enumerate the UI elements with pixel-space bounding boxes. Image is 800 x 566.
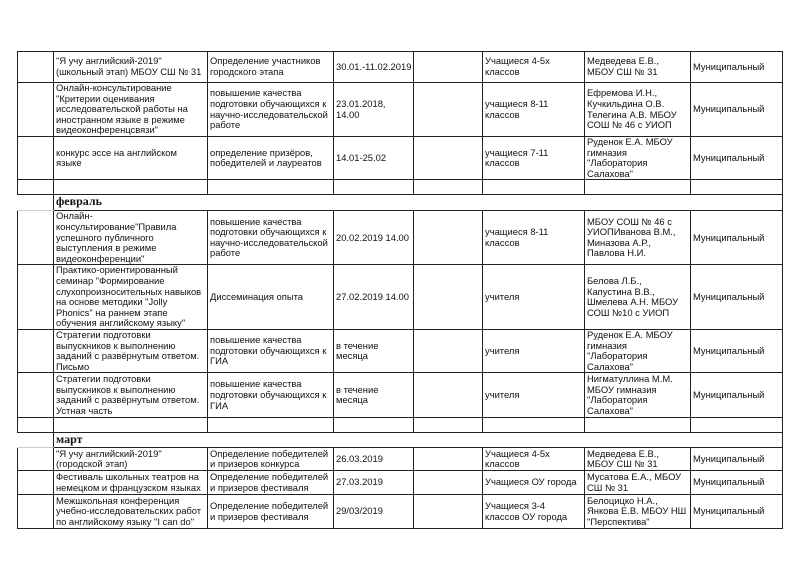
cell-level: Муниципальный <box>691 373 783 418</box>
cell-num <box>18 180 54 195</box>
cell-responsible: Руденок Е.А. МБОУ гимназия "Лаборатория Салахова" <box>585 137 691 180</box>
cell-date: в течение месяца <box>334 329 414 372</box>
cell-date <box>334 418 414 433</box>
cell-level: Муниципальный <box>691 448 783 471</box>
cell-responsible: Медведева Е.В., МБОУ СШ № 31 <box>585 448 691 471</box>
cell-name: Стратегии подготовки выпускников к выполнению заданий с развёрнутым ответом. Письмо <box>54 329 208 372</box>
table-row <box>18 83 783 137</box>
cell-place <box>414 329 483 372</box>
table-row <box>18 448 783 471</box>
cell-place <box>414 52 483 83</box>
cell-name: "Я учу английский-2019" (школьный этап) МБОУ СШ № 31 <box>54 52 208 83</box>
cell-goal <box>208 418 334 433</box>
cell-goal: Определение победителей и призеров конкурса <box>208 448 334 471</box>
cell-level: Муниципальный <box>691 211 783 265</box>
cell-place <box>414 418 483 433</box>
table-row <box>18 329 783 372</box>
cell-name <box>54 418 208 433</box>
cell-name: "Я учу английский-2019" (городской этап) <box>54 448 208 471</box>
cell-num <box>18 448 54 471</box>
cell-responsible: Белова Л.Б., Капустина В.В., Шмелева А.Н. МБОУ СОШ №10 с УИОП <box>585 265 691 330</box>
month-heading-row <box>18 195 783 211</box>
table-row <box>18 211 783 265</box>
cell-num <box>18 418 54 433</box>
cell-participants: учащиеся 8-11 классов <box>483 83 585 137</box>
cell-date: 27.02.2019 14.00 <box>334 265 414 330</box>
cell-participants: Учащиеся 3-4 классов ОУ города <box>483 495 585 529</box>
table-row <box>18 265 783 330</box>
cell-goal: повышение качества подготовки обучающихся к ГИА <box>208 373 334 418</box>
cell-place <box>414 471 483 495</box>
cell-responsible: Медведева Е.В., МБОУ СШ № 31 <box>585 52 691 83</box>
cell-participants: Учащиеся 4-5х классов <box>483 52 585 83</box>
cell-level <box>691 418 783 433</box>
cell-goal: Определение участников городского этапа <box>208 52 334 83</box>
cell-goal: Диссеминация опыта <box>208 265 334 330</box>
cell-name: Стратегии подготовки выпускников к выполнению заданий с развёрнутым ответом. Устная часть <box>54 373 208 418</box>
cell-level: Муниципальный <box>691 83 783 137</box>
cell-participants: Учащиеся ОУ города <box>483 471 585 495</box>
cell-participants: Учащиеся 4-5х классов <box>483 448 585 471</box>
cell-place <box>414 211 483 265</box>
cell-date: в течение месяца <box>334 373 414 418</box>
cell-place <box>414 180 483 195</box>
cell-level: Муниципальный <box>691 137 783 180</box>
cell-goal <box>208 180 334 195</box>
cell-num <box>18 471 54 495</box>
month-heading-row <box>18 433 783 448</box>
cell-responsible: МБОУ СОШ № 46 с УИОПИванова В.М., Миназова А.Р., Павлова Н.И. <box>585 211 691 265</box>
cell-name <box>54 180 208 195</box>
cell-name: конкурс эссе на английском языке <box>54 137 208 180</box>
cell-num <box>18 52 54 83</box>
cell-participants: учителя <box>483 329 585 372</box>
cell-name: Онлайн-консультирование"Правила успешного публичного выступления в режиме видеоконференции" <box>54 211 208 265</box>
cell-goal: повышение качества подготовки обучающихся к ГИА <box>208 329 334 372</box>
cell-goal: Определение победителей и призеров фестиваля <box>208 471 334 495</box>
cell-num <box>18 329 54 372</box>
cell-goal: определение призёров, победителей и лауреатов <box>208 137 334 180</box>
cell-place <box>414 83 483 137</box>
empty-row <box>18 418 783 433</box>
cell-participants <box>483 418 585 433</box>
cell-goal: Определение победителей и призеров фестиваля <box>208 495 334 529</box>
table-cell <box>18 433 54 448</box>
table-row <box>18 137 783 180</box>
cell-num <box>18 265 54 330</box>
table-row <box>18 471 783 495</box>
events-table <box>17 51 783 529</box>
cell-responsible: Нигматуллина М.М. МБОУ гимназия "Лаборатория Салахова" <box>585 373 691 418</box>
table-cell <box>18 195 54 211</box>
cell-date: 26.03.2019 <box>334 448 414 471</box>
cell-date: 29/03/2019 <box>334 495 414 529</box>
cell-date: 27.03.2019 <box>334 471 414 495</box>
cell-responsible: Белоцицко Н.А., Янкова Е.В. МБОУ НШ "Перспектива" <box>585 495 691 529</box>
cell-place <box>414 495 483 529</box>
cell-place <box>414 265 483 330</box>
cell-goal: повышение качества подготовки обучающихся к научно-исследовательской работе <box>208 211 334 265</box>
table-row <box>18 373 783 418</box>
cell-date: 20.02.2019 14.00 <box>334 211 414 265</box>
cell-goal: повышение качества подготовки обучающихся к научно-исследовательской работе <box>208 83 334 137</box>
cell-num <box>18 83 54 137</box>
cell-num <box>18 495 54 529</box>
month-heading: февраль <box>54 195 783 211</box>
cell-responsible <box>585 180 691 195</box>
cell-num <box>18 211 54 265</box>
cell-participants <box>483 180 585 195</box>
cell-date: 14.01-25.02 <box>334 137 414 180</box>
cell-place <box>414 373 483 418</box>
cell-participants: учителя <box>483 373 585 418</box>
table-row <box>18 52 783 83</box>
cell-responsible: Мусатова Е.А., МБОУ СШ № 31 <box>585 471 691 495</box>
cell-num <box>18 137 54 180</box>
month-heading: март <box>54 433 783 448</box>
cell-num <box>18 373 54 418</box>
cell-participants: учителя <box>483 265 585 330</box>
cell-name: Практико-ориентированный семинар "Формирование слухопроизносительных навыков на основе методики "Jolly Phonics" на раннем этапе обучения английскому языку" <box>54 265 208 330</box>
cell-level <box>691 180 783 195</box>
cell-responsible: Руденок Е.А. МБОУ гимназия "Лаборатория Салахова" <box>585 329 691 372</box>
cell-name: Онлайн-консультирование "Критерии оценивания исследовательской работы на иностранном языке в режиме видеоконференцсвязи" <box>54 83 208 137</box>
cell-date: 30.01.-11.02.2019 <box>334 52 414 83</box>
cell-responsible <box>585 418 691 433</box>
cell-place <box>414 448 483 471</box>
cell-level: Муниципальный <box>691 471 783 495</box>
cell-level: Муниципальный <box>691 265 783 330</box>
cell-responsible: Ефремова И.Н., Кучкильдина О.В. Телегина А.В. МБОУ СОШ № 46 с УИОП <box>585 83 691 137</box>
cell-name: Фестиваль школьных театров на немецком и французском языках <box>54 471 208 495</box>
cell-place <box>414 137 483 180</box>
cell-date: 23.01.2018, 14.00 <box>334 83 414 137</box>
cell-level: Муниципальный <box>691 52 783 83</box>
table-row <box>18 495 783 529</box>
cell-participants: учащиеся 7-11 классов <box>483 137 585 180</box>
cell-date <box>334 180 414 195</box>
cell-level: Муниципальный <box>691 495 783 529</box>
cell-level: Муниципальный <box>691 329 783 372</box>
cell-participants: учащиеся 8-11 классов <box>483 211 585 265</box>
empty-row <box>18 180 783 195</box>
cell-name: Межшкольная конференция учебно-исследовательских работ по английскому языку "I can do" <box>54 495 208 529</box>
